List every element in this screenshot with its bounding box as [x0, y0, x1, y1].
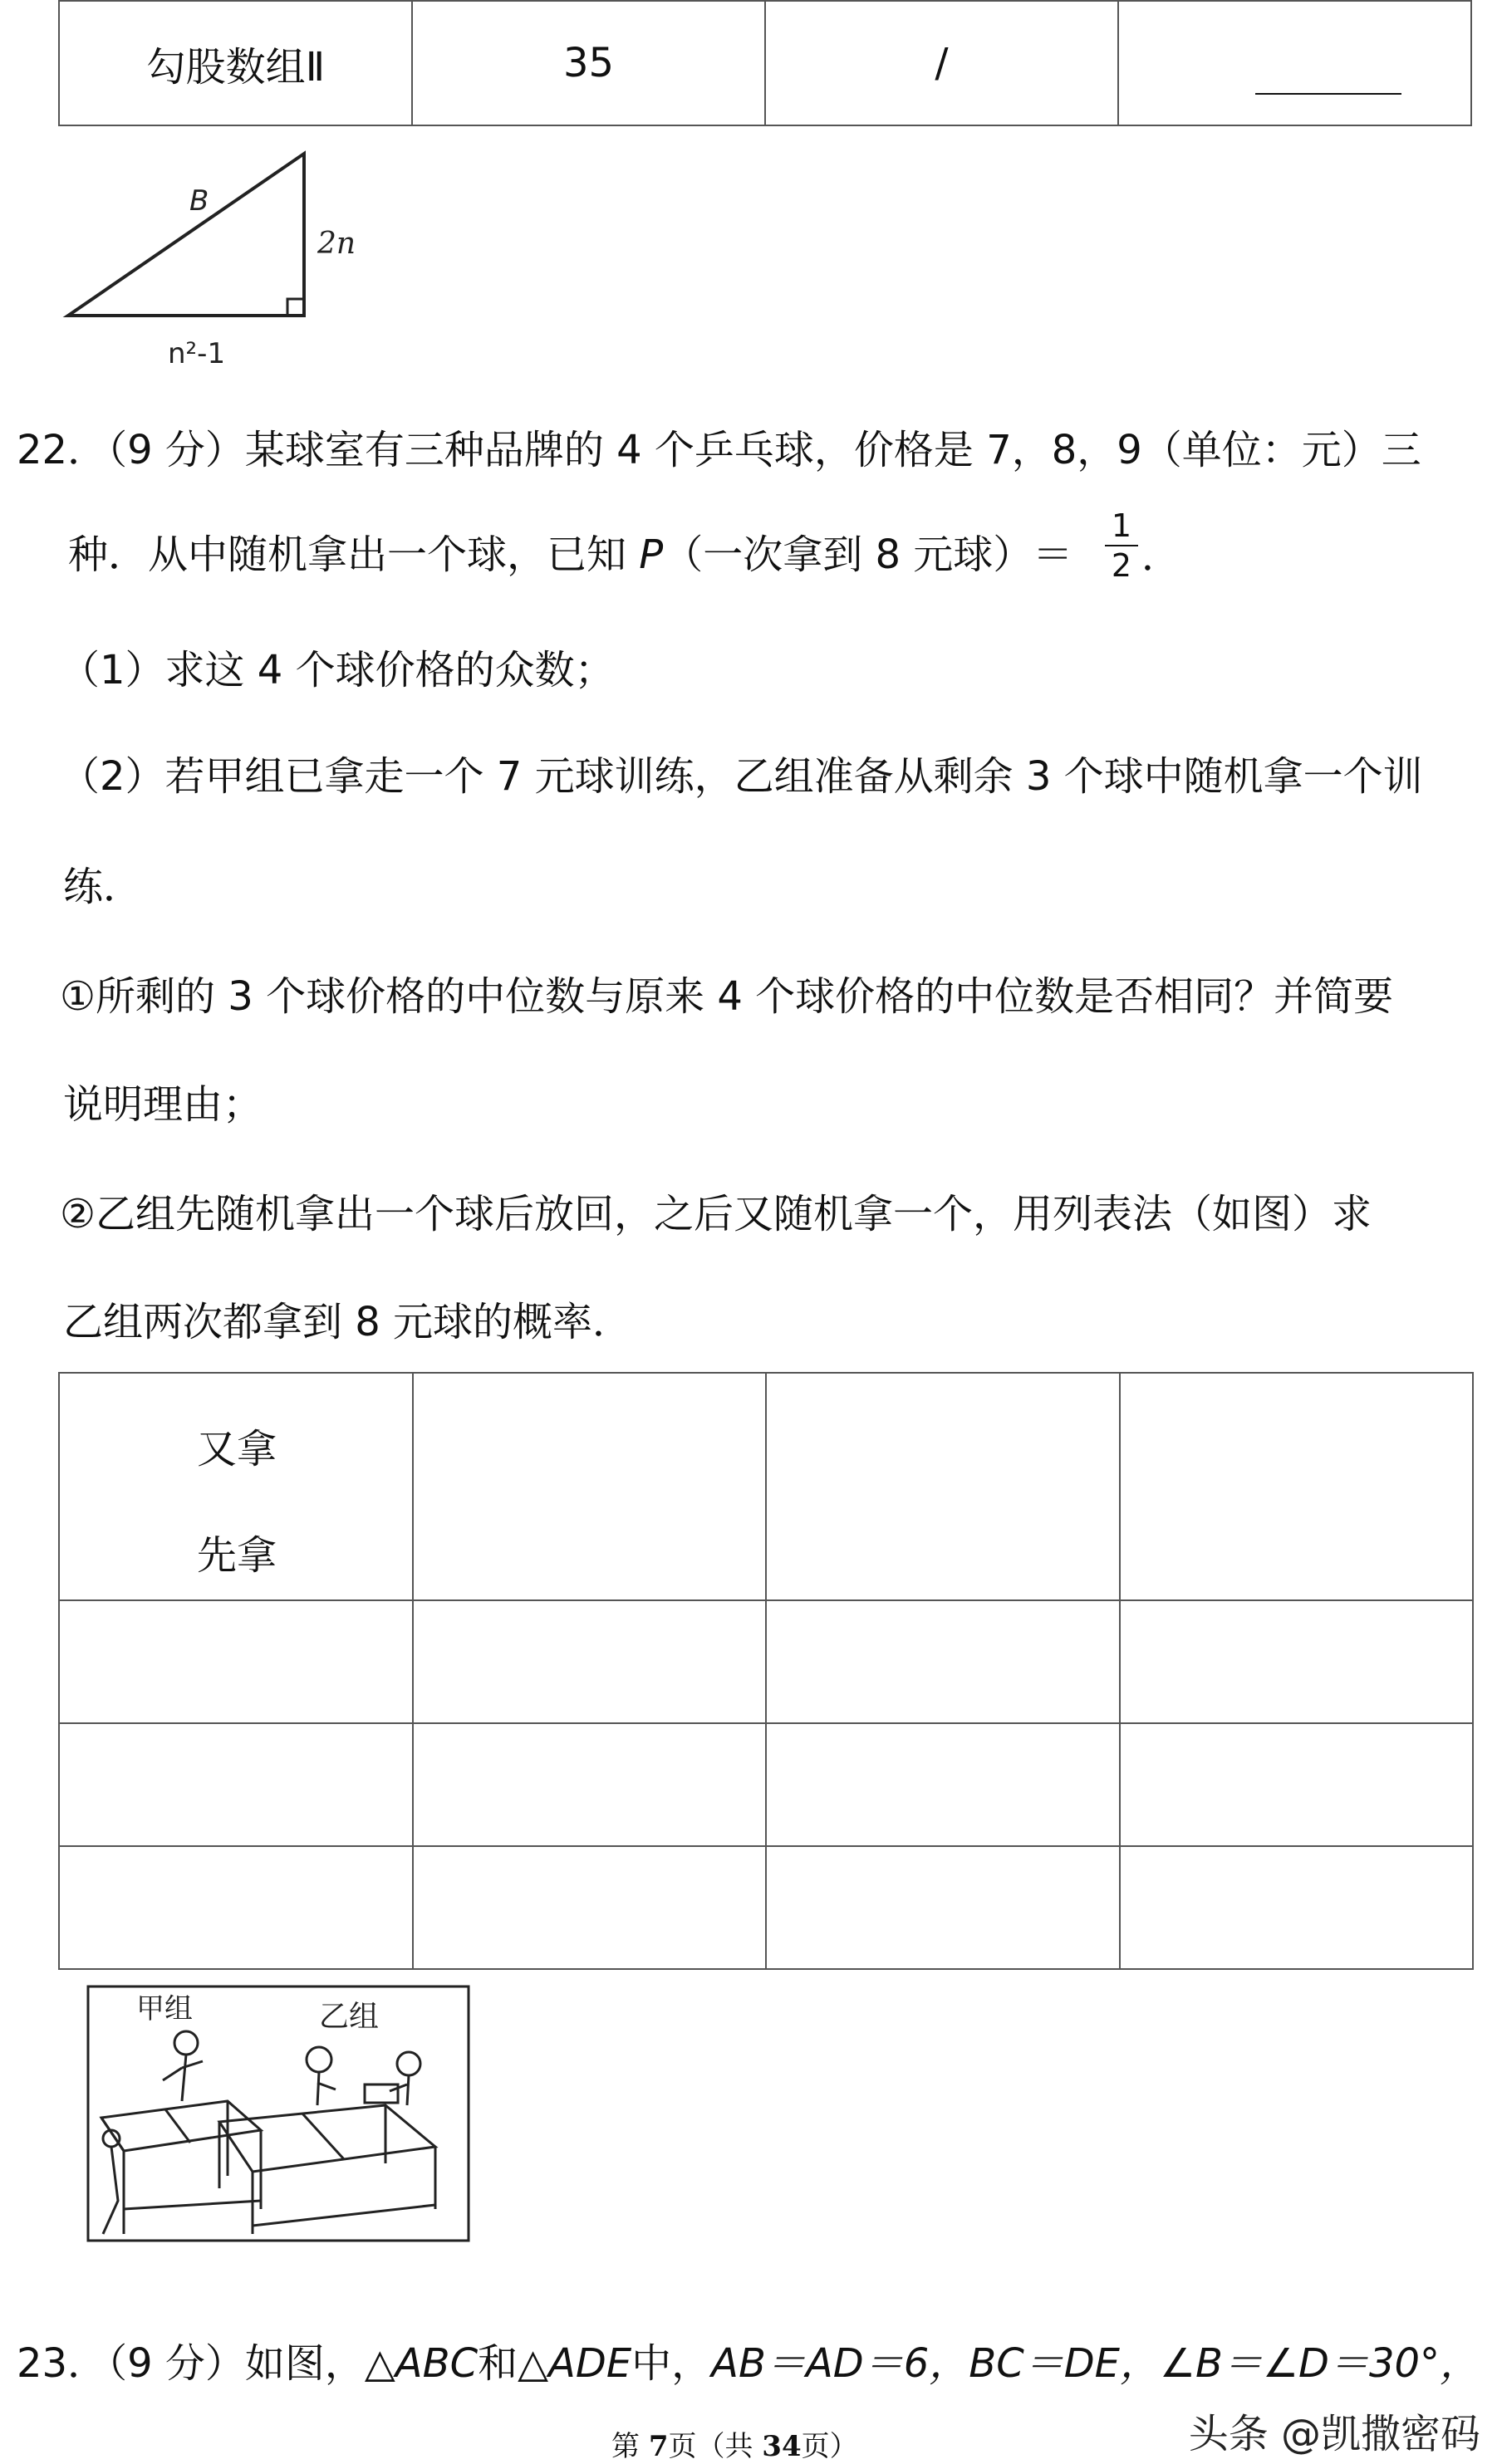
q22-line1: 22．（9 分）某球室有三种品牌的 4 个乒乓球，价格是 7，8，9（单位：元）三 [17, 427, 1421, 473]
watermark: 头条 @凯撒密码 [1188, 2411, 1480, 2457]
q23-conditions: AB＝AD＝6，BC＝DE，∠B＝∠D＝30°， [711, 2340, 1480, 2387]
q22-part1: （1）求这 4 个球价格的众数； [60, 647, 615, 693]
right-angle-mark [287, 299, 304, 316]
probability-table [58, 1372, 1474, 1970]
table-cell [1120, 1373, 1474, 1600]
table-row [59, 1846, 1473, 1969]
table-cell [766, 1600, 1120, 1723]
base-label: n²-1 [168, 337, 226, 370]
table-cell [413, 1600, 767, 1723]
header-second-draw: 又拿 [197, 1426, 277, 1472]
right-triangle-figure [58, 145, 374, 378]
table-cell [59, 1846, 413, 1969]
table-row [59, 1, 1471, 125]
answer-blank-cell [1118, 1, 1471, 125]
q22-variable-p: P [639, 531, 664, 578]
group-b-label: 乙组 [319, 2000, 380, 2034]
footer-page-number: 7 [648, 2430, 669, 2463]
q23-line1 [17, 2339, 1480, 2388]
footer-prefix: 第 [611, 2430, 649, 2463]
group-a-label: 甲组 [136, 1992, 193, 2026]
table-cell [59, 1723, 413, 1846]
q23-triangle-abc: △ABC [364, 2340, 479, 2387]
fraction-bar [1105, 545, 1138, 546]
fraction-numerator: 1 [1111, 507, 1132, 544]
table-corner-cell [59, 1373, 413, 1600]
q22-sub2-line1: ②乙组先随机拿出一个球后放回，之后又随机拿一个，用列表法（如图）求 [60, 1191, 1372, 1237]
table-cell [413, 1373, 767, 1600]
q23-mid: 中， [631, 2340, 712, 2387]
q23-and: 和 [478, 2340, 518, 2387]
q22-line2 [68, 530, 1072, 580]
footer-suffix: 页） [801, 2430, 858, 2463]
table-cell [766, 1723, 1120, 1846]
table-cell [766, 1373, 1120, 1600]
footer-total-pages: 34 [762, 2430, 802, 2463]
q23-prefix: 23．（9 分）如图， [17, 2340, 365, 2387]
header-first-draw: 先拿 [197, 1532, 277, 1579]
fraction-one-half [1105, 508, 1138, 583]
table-cell [1120, 1723, 1474, 1846]
fraction-denominator: 2 [1111, 547, 1132, 584]
triangle-shape [68, 154, 304, 316]
page-footer [611, 2423, 858, 2464]
table-header-row [59, 1373, 1473, 1600]
q22-line2-end: ． [1141, 533, 1182, 580]
table-cell [413, 1723, 767, 1846]
q22-part2-line1: （2）若甲组已拿走一个 7 元球训练，乙组准备从剩余 3 个球中随机拿一个训 [60, 753, 1423, 800]
q22-sub1-line2: 说明理由； [63, 1081, 263, 1128]
table-cell [59, 1600, 413, 1723]
table-cell [1120, 1846, 1474, 1969]
footer-mid: 页（共 [668, 2430, 763, 2463]
table-cell [1120, 1600, 1474, 1723]
q22-part2-line2: 练． [63, 864, 144, 910]
table-cell: 35 [412, 1, 765, 125]
q22-sub2-line2: 乙组两次都拿到 8 元球的概率． [63, 1299, 633, 1345]
table-cell: / [765, 1, 1118, 125]
q23-triangle-ade: △ADE [518, 2340, 632, 2387]
q22-line2-b: （一次拿到 8 元球）＝ [663, 531, 1073, 578]
table-cell [766, 1846, 1120, 1969]
side-label: 2n [317, 227, 356, 261]
answer-blank-line [1255, 91, 1401, 95]
top-table [58, 0, 1472, 126]
q22-line2-a: 种．从中随机拿出一个球，已知 [68, 531, 640, 578]
pingpong-illustration [86, 1985, 470, 2242]
hypotenuse-label: B [189, 184, 209, 218]
table-row [59, 1600, 1473, 1723]
table-row [59, 1723, 1473, 1846]
table-cell: 勾股数组Ⅱ [59, 1, 412, 125]
table-cell [413, 1846, 767, 1969]
q22-sub1-line1: ①所剩的 3 个球价格的中位数与原来 4 个球价格的中位数是否相同？并简要 [60, 973, 1394, 1020]
